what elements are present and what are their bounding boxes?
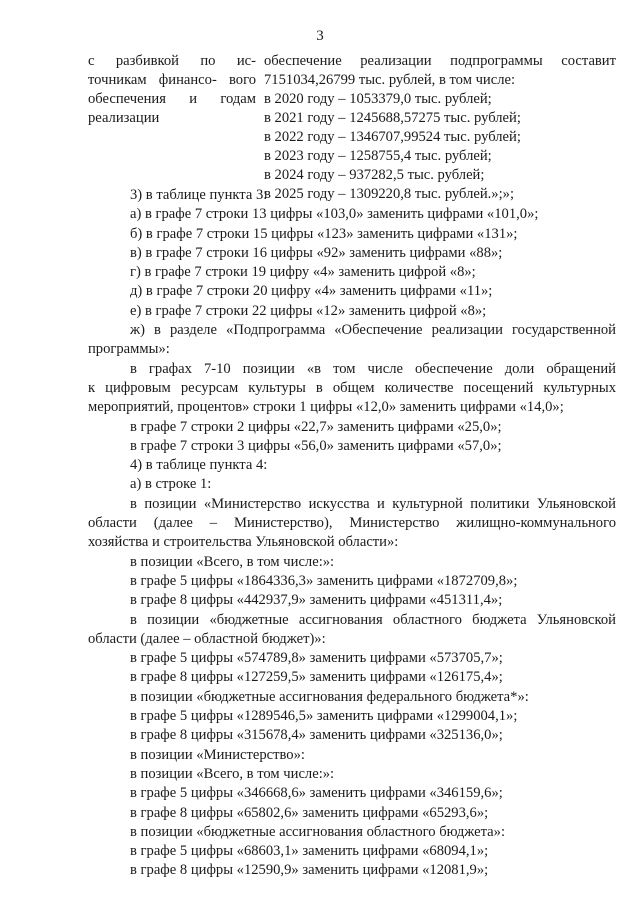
table-row-value (264, 52, 616, 204)
label-line: с разбивкой по ис- (88, 53, 256, 69)
label-line: вого обеспечения и (88, 72, 256, 107)
value-line: в 2021 году – 1245688,57275 тыс. рублей; (264, 110, 521, 126)
paragraph (88, 611, 616, 650)
body-line: к цифровым ресурсам культуры в общем количестве посещений культурных (88, 379, 616, 396)
body-line: хозяйства и строительства Ульяновской области»: (88, 534, 399, 551)
body-line: б) в графе 7 строки 15 цифры «123» заменить цифрами «131»; (130, 225, 518, 242)
body-line: в графе 5 цифры «1289546,5» заменить цифрами «1299004,1»; (130, 708, 518, 725)
body-line: в графе 8 цифры «65802,6» заменить цифрами «65293,6»; (130, 804, 489, 821)
body-line: в графах 7-10 позиции «в том числе обеспечение доли обращений (130, 360, 616, 377)
document-body (88, 186, 616, 881)
body-line: в позиции «Министерство»: (130, 746, 305, 763)
body-line: 3) в таблице пункта 3: (130, 187, 268, 203)
table-fragment (88, 52, 616, 204)
value-line: в 2020 году – 1053379,0 тыс. рублей; (264, 91, 492, 107)
body-line: в графе 5 цифры «574789,8» заменить цифрами «573705,7»; (130, 650, 503, 667)
label-line: точникам финансо- (88, 72, 217, 88)
body-line: в графе 5 цифры «68603,1» заменить цифрами «68094,1»; (130, 843, 489, 860)
table-row-label (88, 52, 256, 204)
body-line: в позиции «бюджетные ассигнования федерального бюджета*»: (130, 688, 529, 705)
body-line: в позиции «бюджетные ассигнования областного бюджета»: (130, 823, 505, 840)
body-line: е) в графе 7 строки 22 цифры «12» заменить цифрой «8»; (130, 302, 487, 319)
body-line: в графе 7 строки 3 цифры «56,0» заменить цифрами «57,0»; (130, 437, 502, 454)
body-line: ж) в разделе «Подпрограмма «Обеспечение реализации государственной (130, 322, 616, 339)
body-line: области (далее – Министерство), Министерство жилищно-коммунального (88, 515, 616, 532)
value-line: в 2024 году – 937282,5 тыс. рублей; (264, 167, 485, 183)
body-line: в позиции «бюджетные ассигнования областного бюджета Ульяновской (130, 611, 616, 628)
body-line: 4) в таблице пункта 4: (130, 457, 268, 474)
value-line: в 2022 году – 1346707,99524 тыс. рублей; (264, 129, 521, 145)
value-line: 7151034,26799 тыс. рублей, в том числе: (264, 72, 516, 88)
body-line: а) в графе 7 строки 13 цифры «103,0» заменить цифрами «101,0»; (130, 206, 539, 223)
value-line: в 2025 году – 1309220,8 тыс. рублей.»;»; (264, 186, 515, 202)
body-line: в позиции «Министерство искусства и культурной политики Ульяновской (130, 495, 616, 512)
body-line: в графе 5 цифры «1864336,3» заменить цифрами «1872709,8»; (130, 572, 518, 589)
body-line: г) в графе 7 строки 19 цифру «4» заменить цифрой «8»; (130, 264, 476, 281)
body-line: области (далее – областной бюджет)»: (88, 630, 326, 647)
paragraph (88, 360, 616, 418)
body-line: а) в строке 1: (130, 476, 212, 493)
paragraph (88, 321, 616, 360)
paragraph (88, 495, 616, 553)
label-line: годам реализации (88, 91, 256, 126)
body-line: в графе 8 цифры «315678,4» заменить цифрами «325136,0»; (130, 727, 503, 744)
body-line: в графе 7 строки 2 цифры «22,7» заменить цифрами «25,0»; (130, 418, 502, 435)
value-line: в 2023 году – 1258755,4 тыс. рублей; (264, 148, 492, 164)
value-line: обеспечение реализации подпрограммы составит (264, 53, 616, 69)
body-line: в) в графе 7 строки 16 цифры «92» заменить цифрами «88»; (130, 244, 503, 261)
body-line: в графе 8 цифры «127259,5» заменить цифрами «126175,4»; (130, 669, 503, 686)
body-line: в графе 8 цифры «442937,9» заменить цифрами «451311,4»; (130, 592, 503, 609)
body-line: в позиции «Всего, в том числе:»: (130, 553, 335, 570)
body-line: в графе 8 цифры «12590,9» заменить цифрами «12081,9»; (130, 862, 489, 879)
body-line: в позиции «Всего, в том числе:»: (130, 765, 335, 782)
page-number: 3 (316, 28, 324, 44)
body-line: в графе 5 цифры «346668,6» заменить цифрами «346159,6»; (130, 785, 503, 802)
body-line: программы»: (88, 341, 170, 358)
body-line: д) в графе 7 строки 20 цифру «4» заменить цифрами «11»; (130, 283, 493, 300)
body-line: мероприятий, процентов» строки 1 цифры «12,0» заменить цифрами «14,0»; (88, 399, 564, 416)
